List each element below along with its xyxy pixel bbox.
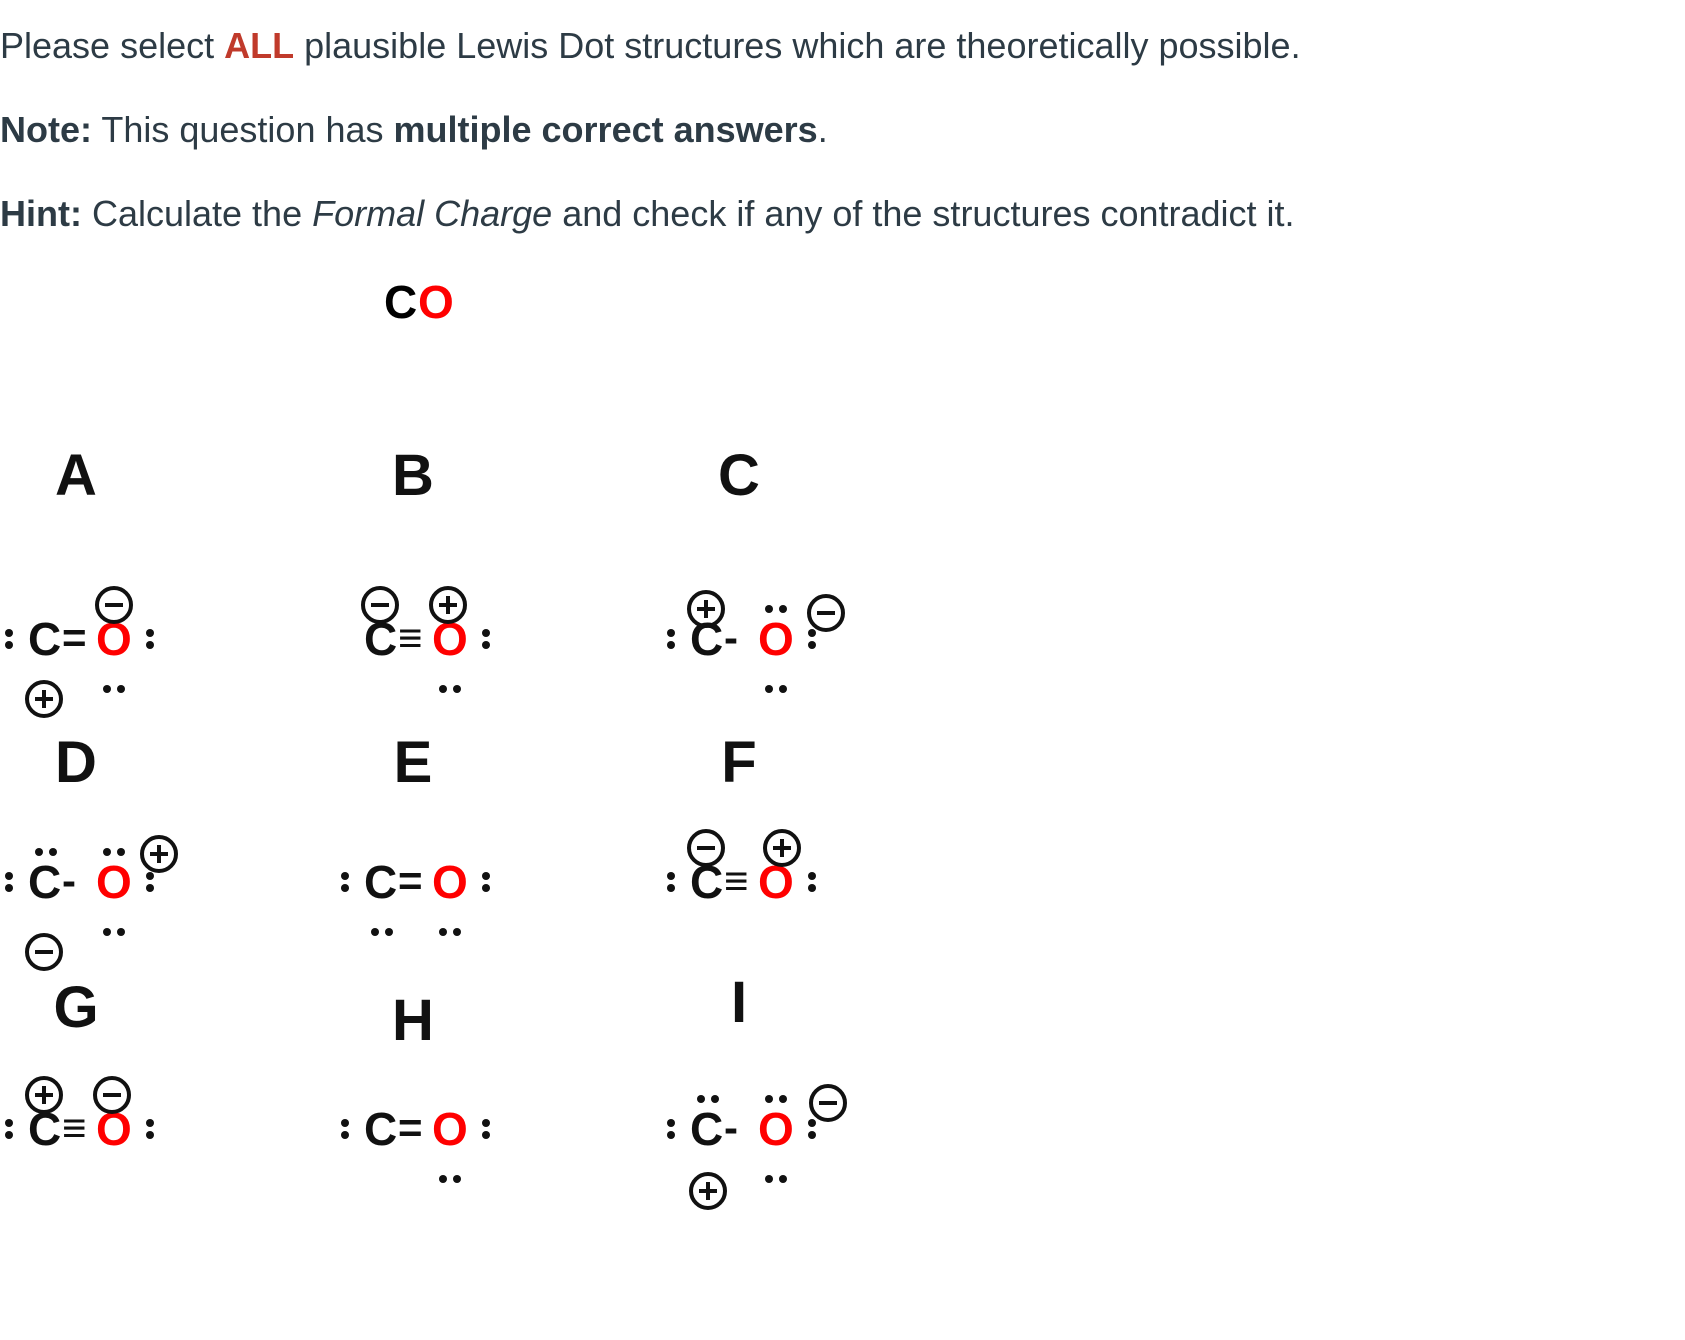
carbon-charge-icon [27,935,61,969]
structure-a [5,443,154,716]
note-emphasis: multiple correct answers [393,109,818,150]
lewis-structures-svg [0,270,1000,1330]
oxygen-atom: O [758,856,794,908]
oxygen-bottom-lone-pair [103,928,125,936]
carbon-left-lone-pair [341,872,349,892]
note-end: . [817,109,828,150]
bond-symbol: = [398,1104,423,1151]
oxygen-right-lone-pair [146,629,154,649]
bond-symbol: ≡ [724,857,749,904]
oxygen-bottom-lone-pair [439,685,461,693]
carbon-charge-icon [691,1174,725,1208]
oxygen-bottom-lone-pair [765,685,787,693]
oxygen-top-lone-pair [765,1095,787,1103]
bond-symbol: = [398,857,423,904]
structure-label: A [55,443,97,508]
structure-b [363,443,490,693]
carbon-left-lone-pair [667,629,675,649]
oxygen-atom: O [432,613,468,665]
structure-f [667,730,816,908]
hint-line [0,192,1295,236]
carbon-atom: C [690,613,724,665]
carbon-atom: C [364,1103,398,1155]
carbon-left-lone-pair [5,1119,13,1139]
carbon-atom: C [690,856,724,908]
oxygen-atom: O [96,856,132,908]
oxygen-bottom-lone-pair [103,685,125,693]
structure-label: I [730,970,748,1035]
bond-symbol: - [724,614,738,661]
oxygen-atom: O [432,856,468,908]
oxygen-atom: O [96,1103,132,1155]
molecule-carbon: C [384,276,418,328]
carbon-left-lone-pair [341,1119,349,1139]
oxygen-right-lone-pair [808,872,816,892]
oxygen-atom: O [432,1103,468,1155]
lewis-structures-figure [0,270,1000,1330]
bond-symbol: ≡ [62,1104,87,1151]
carbon-top-lone-pair [697,1095,719,1103]
oxygen-top-lone-pair [103,848,125,856]
carbon-left-lone-pair [5,872,13,892]
oxygen-bottom-lone-pair [439,1175,461,1183]
note-label: Note: [0,109,92,150]
hint-italic: Formal Charge [312,193,553,234]
carbon-left-lone-pair [667,872,675,892]
oxygen-top-lone-pair [765,605,787,613]
carbon-bottom-lone-pair [371,928,393,936]
carbon-atom: C [690,1103,724,1155]
carbon-charge-icon [27,682,61,716]
structure-label: B [392,443,434,508]
carbon-left-lone-pair [5,629,13,649]
oxygen-charge-icon [809,596,843,630]
oxygen-right-lone-pair [146,872,154,892]
carbon-left-lone-pair [667,1119,675,1139]
carbon-atom: C [28,856,62,908]
molecule-oxygen: O [418,276,454,328]
question-text: Please select [0,25,225,66]
oxygen-right-lone-pair [482,872,490,892]
hint-label: Hint: [0,193,82,234]
oxygen-bottom-lone-pair [765,1175,787,1183]
structure-label: E [393,730,433,795]
oxygen-charge-icon [142,837,176,871]
structure-label: F [721,730,757,795]
oxygen-right-lone-pair [146,1119,154,1139]
hint-end: and check if any of the structures contradict it. [552,193,1295,234]
structure-label: C [718,443,760,508]
structure-label: H [392,988,434,1053]
oxygen-right-lone-pair [482,1119,490,1139]
oxygen-atom: O [96,613,132,665]
oxygen-charge-icon [811,1086,845,1120]
note-text: This question has [92,109,394,150]
carbon-atom: C [28,613,62,665]
carbon-atom: C [364,856,398,908]
bond-symbol: = [62,614,87,661]
question-line-1 [0,24,1301,68]
question-text-end: plausible Lewis Dot structures which are theoretically possible. [294,25,1301,66]
structure-g [5,975,154,1155]
note-line [0,108,828,152]
carbon-atom: C [364,613,398,665]
oxygen-right-lone-pair [808,629,816,649]
oxygen-bottom-lone-pair [439,928,461,936]
carbon-top-lone-pair [35,848,57,856]
emphasis-all: ALL [224,25,295,66]
oxygen-right-lone-pair [482,629,490,649]
structure-c [667,443,843,693]
bond-symbol: ≡ [398,614,423,661]
structure-h [341,988,490,1183]
hint-text: Calculate the [81,193,313,234]
structure-d [5,730,176,969]
structure-e [341,730,490,936]
oxygen-atom: O [758,613,794,665]
carbon-atom: C [28,1103,62,1155]
structure-label: G [53,975,99,1040]
structure-label: D [55,730,97,795]
structure-i [667,970,845,1208]
bond-symbol: - [724,1104,738,1151]
bond-symbol: - [62,857,76,904]
structures-layer [5,443,845,1208]
oxygen-right-lone-pair [808,1119,816,1139]
oxygen-atom: O [758,1103,794,1155]
molecule-formula [384,276,454,328]
